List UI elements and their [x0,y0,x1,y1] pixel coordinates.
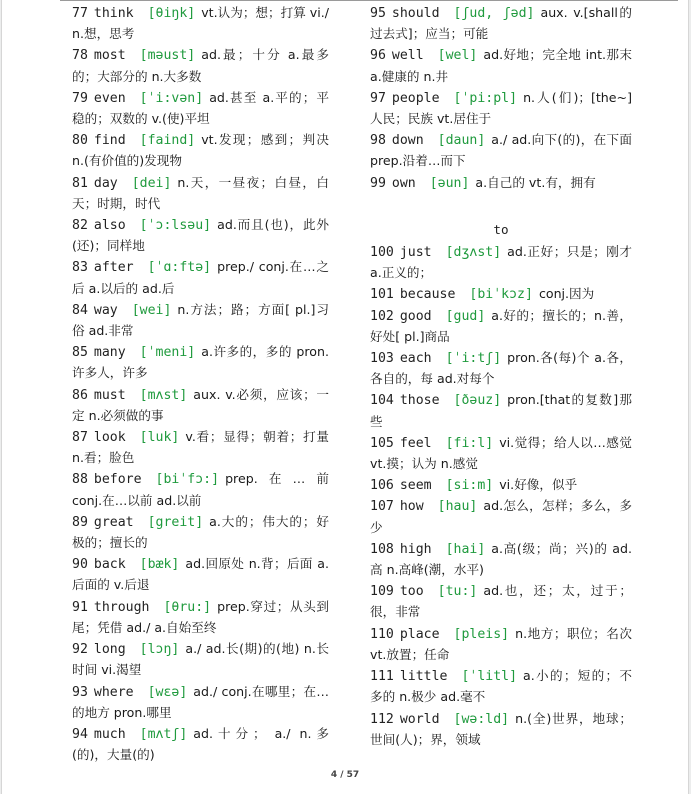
entry-phonetic: [θiŋk] [147,6,196,21]
entry-definition: prep.穿过；从头到尾；凭借 ad./ a.自始至终 [72,598,329,635]
entry-phonetic: [pleis] [453,626,510,642]
entry-definition: ad.也，还；太，过于；很，非常 [370,583,632,620]
entry-number: 93 [72,684,88,700]
entry-number: 84 [72,302,88,318]
entry-definition: a./ ad.长(期)的(地) n.长时间 vi.渴望 [72,641,329,678]
vocab-entry [72,88,329,130]
entry-number: 78 [72,48,88,64]
entry-number: 88 [72,472,88,488]
entry-number: 79 [72,90,88,106]
entry-number: 110 [370,626,394,642]
vocab-entry [72,130,329,172]
vocab-entry [72,682,329,724]
right-column-group-2 [370,242,632,751]
entry-definition: aux. v.必须，应该；一定 n.必须做的事 [72,386,329,423]
entry-number: 85 [72,345,88,361]
vocab-entry [72,215,329,257]
entry-word: those [399,393,440,409]
entry-word: because [399,287,456,303]
entry-word: day [93,175,118,191]
entry-number: 111 [370,669,394,685]
entry-phonetic: [lɔŋ] [139,642,180,658]
entry-definition: ad.好地；完全地 int.那末 a.健康的 n.井 [370,47,632,84]
entry-number: 112 [370,711,394,727]
vocab-entry [370,242,632,284]
entry-number: 104 [370,393,394,409]
entry-number: 107 [370,499,394,515]
entry-word: way [93,302,118,318]
entry-definition: aux. v.[shall的过去式]；应当；可能 [370,5,632,42]
entry-phonetic: [biˈkɔz] [469,287,533,303]
entry-word: own [391,175,416,191]
vocab-entry [72,724,329,766]
vocab-entry [370,173,632,194]
entry-number: 91 [72,599,88,615]
vocab-entry [72,385,329,427]
entry-number: 99 [370,175,386,191]
entry-phonetic: [mʌst] [139,387,188,403]
entry-word: how [399,499,424,515]
entry-definition: a.自己的 vt.有，拥有 [475,174,596,190]
vocab-entry [370,539,632,581]
entry-number: 105 [370,435,394,451]
vocab-entry [370,475,632,496]
entry-phonetic: [wei] [131,302,172,318]
vocab-entry [370,709,632,751]
entry-phonetic: [ˈɔ:lsəu] [139,218,212,234]
vocab-entry [370,3,632,45]
entry-definition: n.天，一昼夜；白昼，白天；时期，时代 [72,174,329,211]
entry-number: 109 [370,584,394,600]
entry-number: 87 [72,430,88,446]
vocab-entry [72,469,329,511]
entry-number: 89 [72,514,88,530]
entry-phonetic: [ˈɑ:ftə] [147,260,212,276]
vocab-entry [370,666,632,708]
entry-word: seem [399,478,432,494]
entry-phonetic: [əun] [429,175,470,191]
entry-word: high [399,541,432,557]
vocab-entry [370,88,632,130]
vocab-entry [370,390,632,432]
entry-definition: pron.各(每)个 a.各，各自的，每 ad.对每个 [370,350,632,387]
vocab-entry [370,433,632,475]
entry-definition: n.人(们)；[the~]人民；民族 vt.居住于 [370,89,632,127]
entry-word: down [391,133,424,149]
entry-definition: ad.十分； a./ n.多(的)，大量(的) [72,725,329,763]
entry-number: 92 [72,642,88,658]
entry-phonetic: [luk] [139,430,180,446]
section-heading: to [493,221,509,237]
entry-word: think [93,6,134,21]
entry-definition: a.许多的，多的 pron.许多人，许多 [72,344,329,381]
entry-definition: ad.甚至 a.平的；平稳的；双数的 v.(使)平坦 [72,89,329,127]
entry-phonetic: [wel] [437,48,478,64]
entry-definition: ad.怎么，怎样；多么，多少 [370,498,632,535]
entry-word: many [93,345,126,361]
entry-word: must [93,387,126,403]
entry-number: 96 [370,48,386,64]
vocab-entry [72,3,329,45]
vocab-entry [72,427,329,469]
entry-word: people [391,90,440,106]
entry-phonetic: [daun] [437,133,486,149]
entry-word: much [93,726,126,742]
entry-number: 98 [370,133,386,149]
entry-number: 100 [370,245,394,261]
entry-definition: n.地方；职位；名次 vt.放置；任命 [370,625,632,662]
vocab-entry [72,300,329,342]
entry-word: good [399,308,432,324]
entry-word: too [399,584,424,600]
document-page [1,0,689,794]
entry-phonetic: [ˈi:tʃ] [445,351,502,367]
entry-number: 82 [72,218,88,234]
entry-word: long [93,642,126,658]
right-column [370,3,632,751]
entry-phonetic: [faind] [139,133,196,149]
entry-phonetic: [ʃud, ʃəd] [453,6,535,21]
entry-number: 101 [370,287,394,303]
vocab-entry [72,257,329,299]
entry-phonetic: [greit] [147,514,204,530]
entry-number: 102 [370,308,394,324]
vocab-entry [370,581,632,623]
entry-word: look [93,430,126,446]
entry-word: each [399,351,432,367]
entry-definition: ad.正好；只是；刚才 a.正义的； [370,244,632,281]
entry-word: where [93,684,134,700]
entry-definition: vi.好像，似乎 [499,477,578,493]
entry-definition: a.小的；短的；不多的 n.极少 ad.毫不 [370,668,632,705]
entry-word: well [391,48,424,64]
entry-number: 90 [72,557,88,573]
entry-definition: ad.而且(也)，此外(还)；同样地 [72,217,329,254]
entry-definition: vi.觉得；给人以…感觉 vt.摸；认为 n.感觉 [370,434,632,472]
entry-word: little [399,669,448,685]
vocab-entry [370,306,632,348]
entry-definition: n.方法；路；方面[ pl.]习俗 ad.非常 [72,301,329,339]
entry-number: 94 [72,726,88,742]
page-number: 4 / 57 [330,770,360,780]
entry-number: 106 [370,478,394,494]
entry-phonetic: [ˈlitl] [461,669,518,685]
entry-phonetic: [dʒʌst] [445,245,502,261]
entry-word: place [399,626,440,642]
vocab-entry [370,130,632,172]
entry-number: 97 [370,90,386,106]
entry-definition: ad./ conj.在哪里；在…的地方 pron.哪里 [72,683,329,720]
vocab-entry [370,624,632,666]
vocab-entry [72,639,329,681]
entry-word: just [399,245,432,261]
entry-phonetic: [ðəuz] [453,393,502,409]
entry-phonetic: [gud] [445,308,486,324]
entry-word: feel [399,435,432,451]
vocab-entry [72,512,329,554]
entry-definition: n.(全)世界，地球；世间(人)；界，领域 [370,710,632,747]
left-column [72,3,329,766]
vocab-entry [370,496,632,538]
entry-definition: conj.因为 [538,286,595,302]
entry-word: find [93,133,126,149]
top-rule [60,0,678,1]
entry-phonetic: [məust] [139,48,196,64]
entry-phonetic: [wɛə] [147,684,188,700]
entry-phonetic: [ˈmeni] [139,345,196,361]
entry-word: great [93,514,134,530]
entry-phonetic: [tu:] [437,584,478,600]
vocab-entry [72,173,329,215]
entry-word: back [93,557,126,573]
entry-definition: pron.[that的复数]那些 [370,392,632,429]
entry-word: world [399,711,440,727]
entry-definition: ad.最；十分 a.最多的；大部分的 n.大多数 [72,47,329,84]
entry-definition: a.高(级；尚；兴)的 ad.高 n.高峰(潮，水平) [370,540,632,578]
entry-phonetic: [wə:ld] [453,711,510,727]
entry-phonetic: [fi:l] [445,435,494,451]
entry-definition: vt.发现；感到；判决 n.(有价值的)发现物 [72,132,329,169]
entry-number: 77 [72,6,88,21]
entry-number: 103 [370,351,394,367]
vocab-entry [370,284,632,305]
entry-definition: a./ ad.向下(的)，在下面 prep.沿着…而下 [370,132,632,169]
section-gap [370,194,632,220]
entry-phonetic: [si:m] [445,478,494,494]
vocab-entry [72,45,329,87]
entry-phonetic: [θru:] [163,599,212,615]
vocab-entry [72,554,329,596]
entry-word: should [391,6,440,21]
entry-word: before [93,472,142,488]
entry-number: 108 [370,541,394,557]
entry-definition: a.好的；擅长的；n.善，好处[ pl.]商品 [370,307,632,344]
entry-word: through [93,599,150,615]
entry-definition: vt.认为；想；打算 vi./ n.想，思考 [72,5,329,42]
vocab-entry [370,45,632,87]
entry-definition: a.大的；伟大的；好极的；擅长的 [72,513,329,551]
entry-number: 80 [72,133,88,149]
entry-definition: v.看；显得；朝着；打量 n.看；脸色 [72,429,329,466]
entry-phonetic: [mʌtʃ] [139,726,188,742]
entry-number: 95 [370,6,386,21]
vocab-entry [370,348,632,390]
entry-definition: prep./ conj.在…之后 a.以后的 ad.后 [72,259,329,296]
entry-phonetic: [hai] [445,541,486,557]
entry-phonetic: [ˈi:vən] [139,90,204,106]
entry-definition: prep.在…前 conj.在…以前 ad.以前 [72,471,329,508]
entry-definition: ad.回原处 n.背；后面 a.后面的 v.后退 [72,556,329,593]
entry-phonetic: [hau] [437,499,478,515]
entry-word: even [93,90,126,106]
entry-word: also [93,218,126,234]
entry-phonetic: [ˈpi:pl] [453,90,518,106]
entry-word: after [93,260,134,276]
entry-phonetic: [biˈfɔ:] [155,472,220,488]
entry-phonetic: [dei] [131,175,172,191]
entry-phonetic: [bæk] [139,557,180,573]
entry-number: 81 [72,175,88,191]
entry-word: most [93,48,126,64]
right-column-group-1 [370,3,632,194]
vocab-entry [72,597,329,639]
entry-number: 86 [72,387,88,403]
vocab-entry [72,342,329,384]
entry-number: 83 [72,260,88,276]
